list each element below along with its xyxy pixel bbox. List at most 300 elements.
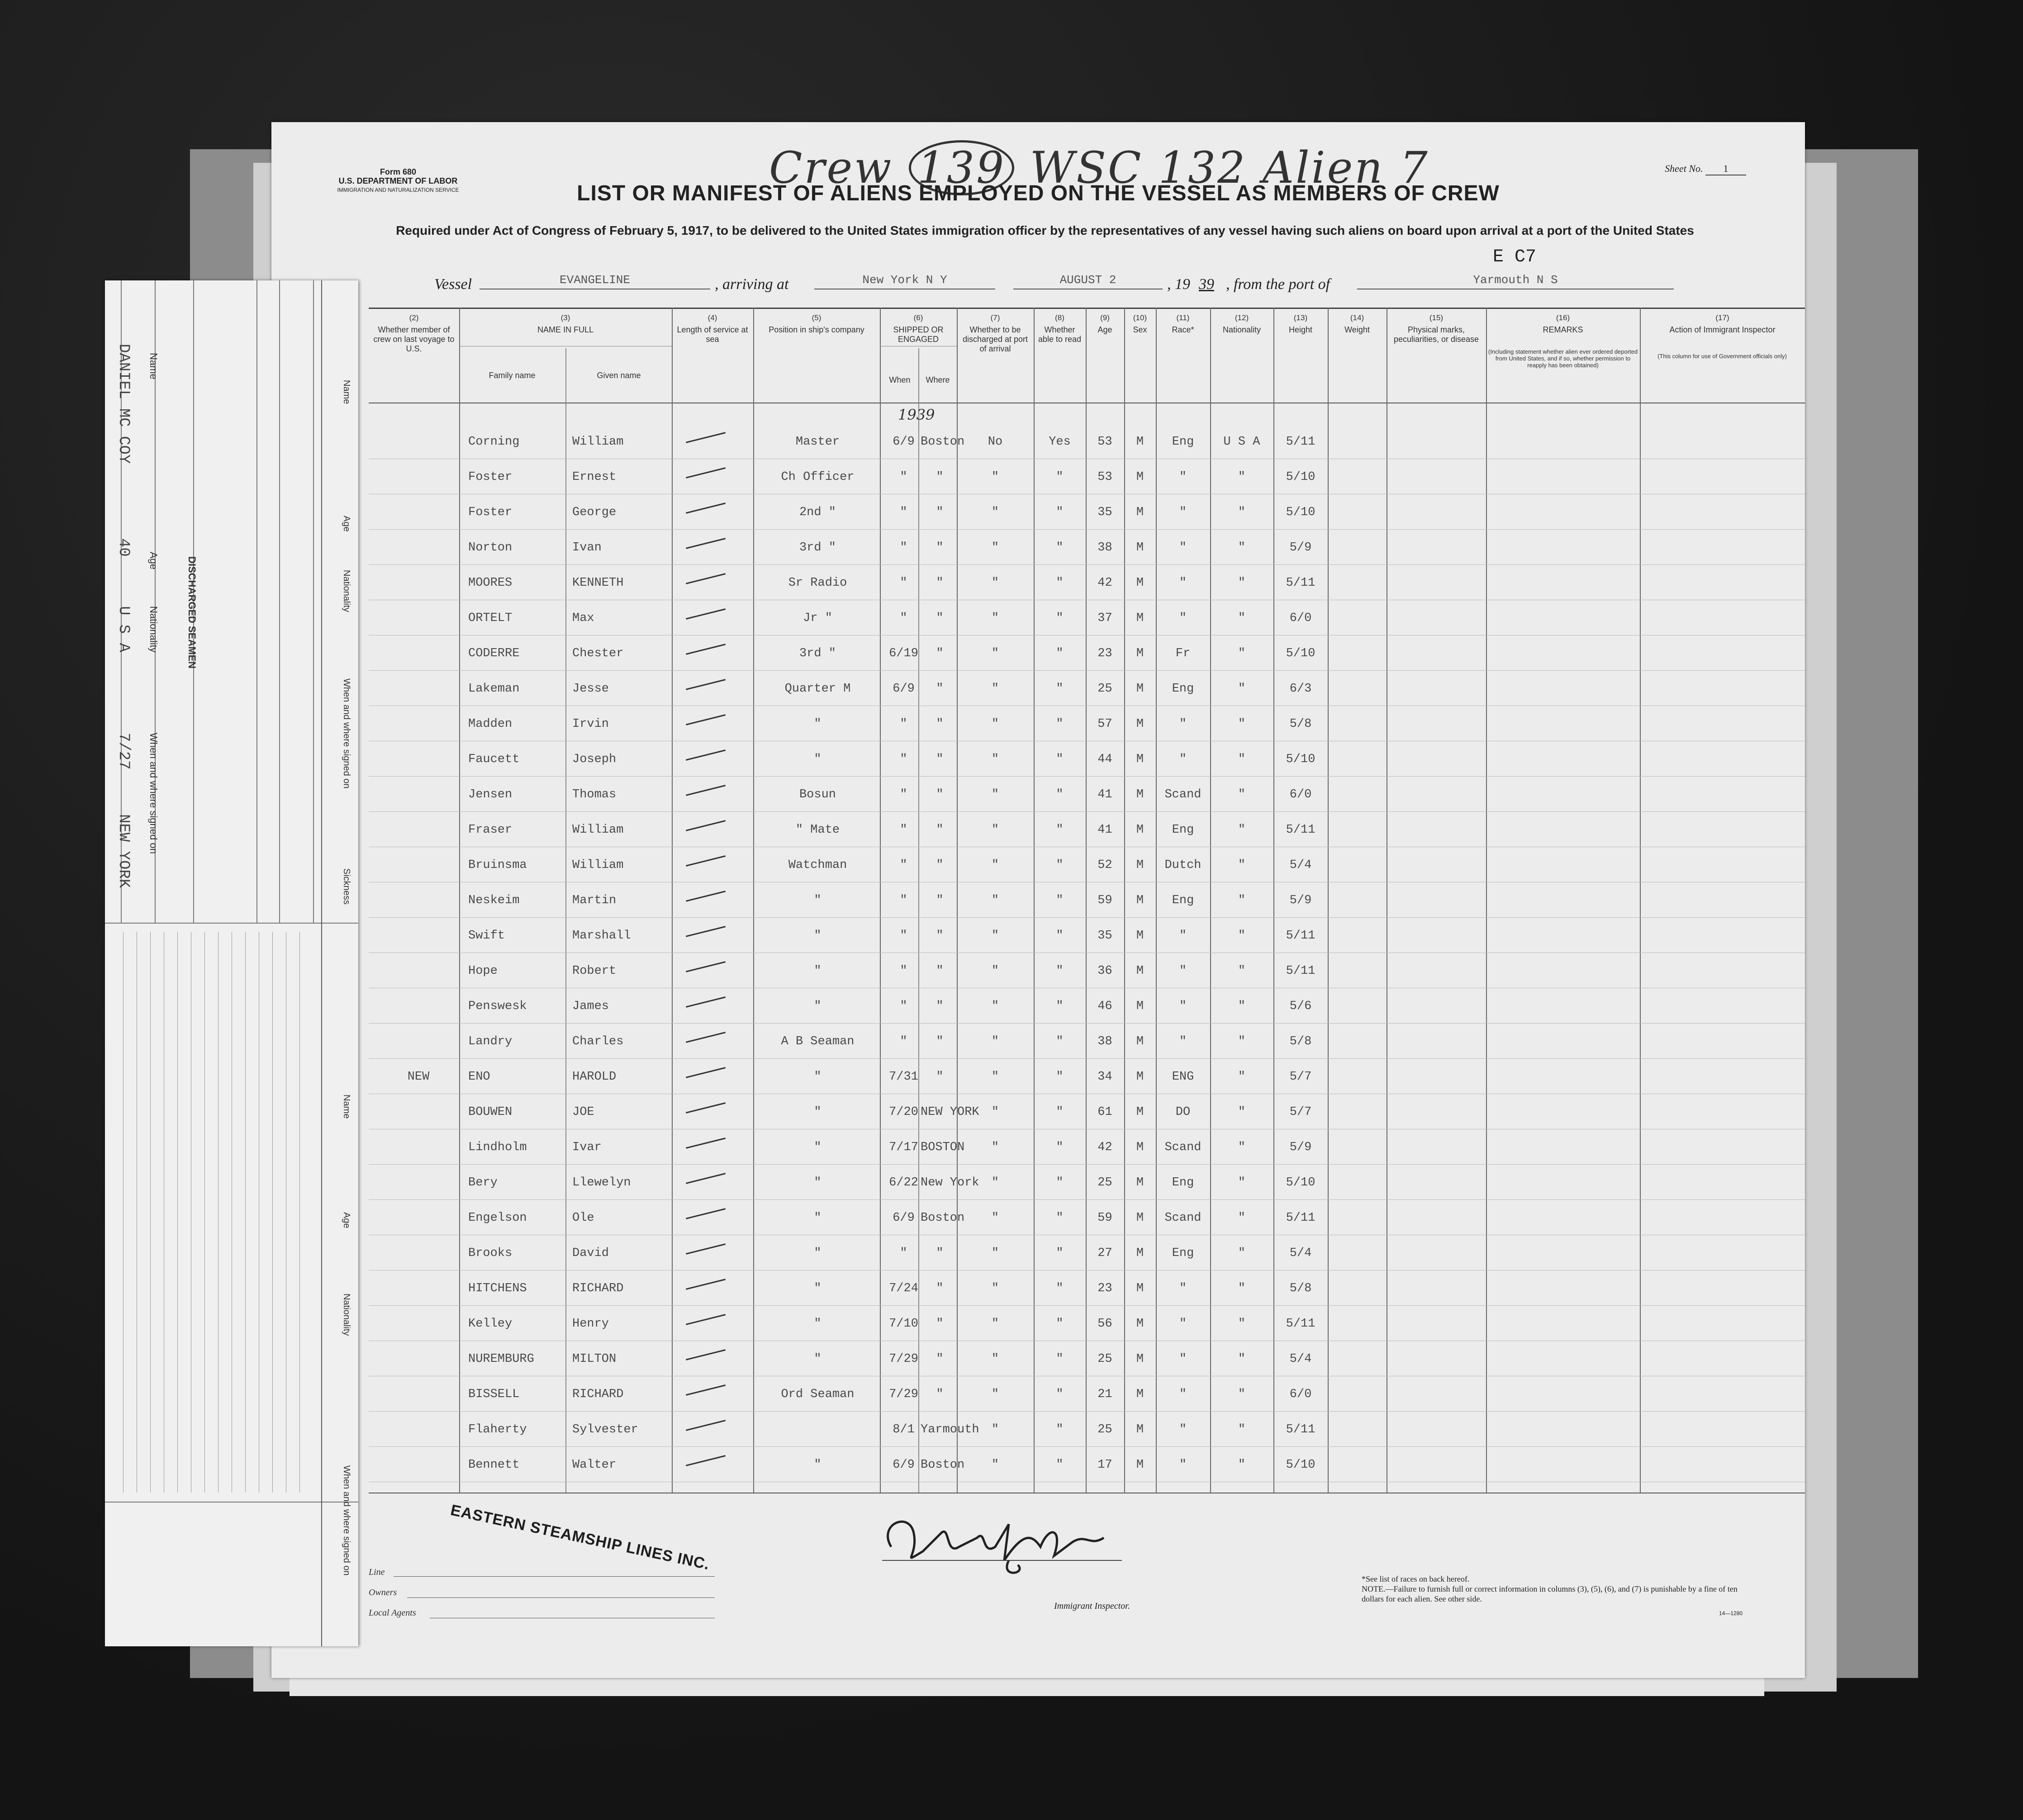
crew-position: Sr Radio (788, 576, 847, 590)
crew-given: William (572, 435, 624, 449)
crew-discharged: " (991, 1352, 999, 1366)
crew-given: KENNETH (572, 576, 624, 590)
crew-position: " (814, 964, 822, 978)
crew-where: New York (921, 1176, 979, 1190)
crew-height: 5/10 (1286, 647, 1315, 660)
crew-race: " (1179, 1352, 1187, 1366)
crew-discharged: " (991, 894, 999, 907)
crew-race: " (1179, 1458, 1187, 1472)
crew-position: " (814, 1352, 822, 1366)
service-check-mark (686, 820, 726, 831)
crew-where: " (936, 1035, 944, 1048)
crew-discharged: " (991, 1458, 999, 1472)
crew-read: " (1056, 823, 1064, 837)
crew-nationality: " (1238, 823, 1246, 837)
row-rule (369, 529, 1805, 530)
crew-when: " (900, 894, 907, 907)
crew-position: Bosun (799, 788, 836, 801)
subhead-given-name: Given name (597, 371, 641, 380)
crew-position: " Mate (795, 823, 840, 837)
crew-height: 5/11 (1286, 1317, 1315, 1331)
crew-race: " (1179, 470, 1187, 484)
crew-nationality: U S A (1223, 435, 1260, 449)
strip-blank-line (204, 932, 205, 1493)
crew-nationality: " (1238, 1211, 1246, 1225)
crew-position: A B Seaman (781, 1035, 855, 1048)
strip-title: DISCHARGED SEAMEN (186, 556, 198, 669)
crew-age: 25 (1097, 1176, 1112, 1190)
crew-position: " (814, 1105, 822, 1119)
crew-discharged: " (991, 470, 999, 484)
row-rule (369, 1199, 1805, 1200)
crew-read: " (1056, 576, 1064, 590)
row-rule (369, 1023, 1805, 1024)
discharged-nationality: U S A (115, 606, 132, 653)
crew-discharged: " (991, 753, 999, 766)
crew-given: Jesse (572, 682, 609, 696)
action-note: (This column for use of Government officials only) (1657, 353, 1787, 360)
crew-when: " (900, 506, 907, 519)
crew-age: 53 (1097, 435, 1112, 449)
crew-race: Scand (1164, 788, 1201, 801)
crew-sex: M (1136, 1388, 1144, 1401)
crew-height: 5/11 (1286, 823, 1315, 837)
crew-position: Jr " (803, 611, 832, 625)
crew-nationality: " (1238, 894, 1246, 907)
crew-age: 38 (1097, 541, 1112, 555)
crew-sex: M (1136, 823, 1144, 837)
crew-nationality: " (1238, 1247, 1246, 1260)
crew-read: " (1056, 470, 1064, 484)
crew-race: Scand (1164, 1141, 1201, 1154)
crew-family: HITCHENS (468, 1282, 527, 1295)
crew-family: ORTELT (468, 611, 513, 625)
crew-race: Eng (1172, 823, 1194, 837)
crew-nationality: " (1238, 1317, 1246, 1331)
crew-age: 25 (1097, 1352, 1112, 1366)
crew-race: " (1179, 576, 1187, 590)
crew-discharged: " (991, 1035, 999, 1048)
crew-height: 5/10 (1286, 506, 1315, 519)
crew-nationality: " (1238, 788, 1246, 801)
crew-family: Kelley (468, 1317, 513, 1331)
crew-where: Boston (921, 435, 965, 449)
crew-position: " (814, 1176, 822, 1190)
crew-height: 5/4 (1289, 858, 1312, 872)
crew-family: Brooks (468, 1247, 513, 1260)
strip-header-name: Name (148, 353, 159, 379)
crew-age: 25 (1097, 682, 1112, 696)
column-header: (13) Height (1288, 313, 1313, 334)
strip-side-label: Name (342, 380, 351, 404)
strip-rule (321, 280, 322, 1646)
crew-given: Robert (572, 964, 617, 978)
crew-nationality: " (1238, 576, 1246, 590)
crew-race: " (1179, 1000, 1187, 1013)
crew-when: " (900, 1035, 907, 1048)
crew-position: Master (795, 435, 840, 449)
column-header: (5) Position in ship's company (769, 313, 864, 334)
crew-when: " (900, 929, 907, 943)
crew-age: 25 (1097, 1423, 1112, 1436)
company-stamp: EASTERN STEAMSHIP LINES INC. (449, 1501, 712, 1574)
crew-family: Faucett (468, 753, 520, 766)
crew-sex: M (1136, 1423, 1144, 1436)
crew-position: " (814, 1211, 822, 1225)
service-check-mark (686, 608, 726, 620)
crew-when: 6/9 (893, 1458, 915, 1472)
crew-read: " (1056, 1211, 1064, 1225)
crew-when: " (900, 541, 907, 555)
crew-height: 5/9 (1289, 541, 1312, 555)
crew-read: " (1056, 753, 1064, 766)
crew-where: " (936, 823, 944, 837)
crew-race: " (1179, 1423, 1187, 1436)
crew-prev: NEW (407, 1070, 430, 1084)
crew-family: Engelson (468, 1211, 527, 1225)
crew-given: Marshall (572, 929, 631, 943)
crew-position: " (814, 894, 822, 907)
strip-rule (256, 280, 257, 923)
crew-age: 27 (1097, 1247, 1112, 1260)
service-check-mark (686, 996, 726, 1008)
strip-side-label: Sickness (342, 868, 351, 905)
crew-height: 5/6 (1289, 1000, 1312, 1013)
crew-read: " (1056, 1423, 1064, 1436)
crew-given: MILTON (572, 1352, 617, 1366)
crew-family: BISSELL (468, 1388, 520, 1401)
crew-given: Chester (572, 647, 624, 660)
crew-position: Watchman (788, 858, 847, 872)
service-check-mark (686, 1314, 726, 1325)
strip-blank-line (299, 932, 300, 1493)
crew-discharged: " (991, 1388, 999, 1401)
row-rule (369, 564, 1805, 565)
strip-side-label: Nationality (342, 1294, 351, 1336)
manifest-subtitle: Required under Act of Congress of February 5, 1917, to be delivered to the United States immigration officer by the representatives of any vessel having such aliens on board upon arrival at a port of the United States (396, 223, 1694, 237)
crew-family: Fraser (468, 823, 513, 837)
row-rule (369, 1058, 1805, 1059)
strip-blank-line (177, 932, 178, 1493)
column-header: (8) Whether able to read (1038, 313, 1082, 344)
crew-given: Llewelyn (572, 1176, 631, 1190)
crew-age: 38 (1097, 1035, 1112, 1048)
row-rule (369, 1446, 1805, 1447)
crew-discharged: " (991, 506, 999, 519)
crew-sex: M (1136, 435, 1144, 449)
crew-sex: M (1136, 1352, 1144, 1366)
crew-given: RICHARD (572, 1388, 624, 1401)
crew-where: " (936, 470, 944, 484)
crew-where: " (936, 1000, 944, 1013)
crew-family: Lindholm (468, 1141, 527, 1154)
crew-sex: M (1136, 611, 1144, 625)
crew-table (369, 308, 1805, 1524)
crew-given: James (572, 1000, 609, 1013)
crew-nationality: " (1238, 682, 1246, 696)
crew-given: Ivan (572, 541, 602, 555)
strip-side-label: Age (342, 1212, 351, 1228)
crew-discharged: " (991, 1070, 999, 1084)
crew-given: Walter (572, 1458, 617, 1472)
crew-where: " (936, 1317, 944, 1331)
crew-nationality: " (1238, 1070, 1246, 1084)
crew-read: " (1056, 647, 1064, 660)
crew-age: 42 (1097, 576, 1112, 590)
subhead-family-name: Family name (489, 371, 536, 380)
crew-height: 5/11 (1286, 1423, 1315, 1436)
column-rule (753, 308, 754, 1493)
crew-where: " (936, 682, 944, 696)
crew-sex: M (1136, 1000, 1144, 1013)
crew-where: " (936, 1282, 944, 1295)
row-rule (369, 1164, 1805, 1165)
column-header: (9) Age (1097, 313, 1112, 334)
column-header: (15) Physical marks, peculiarities, or disease (1393, 313, 1479, 344)
crew-race: " (1179, 717, 1187, 731)
column-header: (12) Nationality (1222, 313, 1261, 334)
crew-discharged: " (991, 788, 999, 801)
crew-given: Ole (572, 1211, 594, 1225)
crew-height: 5/10 (1286, 470, 1315, 484)
service-check-mark (686, 1349, 726, 1360)
subhead-when: When (889, 375, 911, 384)
crew-height: 5/8 (1289, 717, 1312, 731)
crew-position: " (814, 1141, 822, 1154)
strip-blank-line (272, 932, 273, 1493)
crew-age: 61 (1097, 1105, 1112, 1119)
crew-when: 7/10 (889, 1317, 918, 1331)
column-header: (7) Whether to be discharged at port of arrival (962, 313, 1028, 353)
crew-age: 59 (1097, 894, 1112, 907)
crew-position: Ord Seaman (781, 1388, 855, 1401)
crew-where: " (936, 1352, 944, 1366)
crew-read: " (1056, 682, 1064, 696)
crew-height: 5/10 (1286, 1458, 1315, 1472)
crew-height: 5/11 (1286, 964, 1315, 978)
service-check-mark (686, 538, 726, 549)
crew-given: Charles (572, 1035, 624, 1048)
column-header: (10) Sex (1133, 313, 1147, 334)
crew-height: 6/0 (1289, 1388, 1312, 1401)
crew-height: 5/9 (1289, 1141, 1312, 1154)
crew-where: " (936, 541, 944, 555)
crew-position: 3rd " (799, 541, 836, 555)
crew-given: Max (572, 611, 594, 625)
crew-where: Yarmouth (921, 1423, 979, 1436)
crew-height: 5/4 (1289, 1247, 1312, 1260)
crew-race: ENG (1172, 1070, 1194, 1084)
row-rule (369, 1305, 1805, 1306)
crew-race: " (1179, 964, 1187, 978)
crew-given: Irvin (572, 717, 609, 731)
crew-height: 5/11 (1286, 929, 1315, 943)
crew-sex: M (1136, 717, 1144, 731)
crew-read: " (1056, 506, 1064, 519)
crew-family: Foster (468, 470, 513, 484)
strip-side-label: When and where signed on (342, 678, 351, 789)
crew-where: " (936, 1070, 944, 1084)
crew-nationality: " (1238, 506, 1246, 519)
crew-when: " (900, 753, 907, 766)
crew-family: Bery (468, 1176, 498, 1190)
crew-given: David (572, 1247, 609, 1260)
crew-discharged: No (988, 435, 1003, 449)
crew-nationality: " (1238, 1423, 1246, 1436)
discharged-signed-when: 7/27 (115, 733, 132, 770)
crew-read: " (1056, 894, 1064, 907)
crew-race: Eng (1172, 1247, 1194, 1260)
crew-discharged: " (991, 964, 999, 978)
column-rule (459, 308, 460, 1493)
crew-race: " (1179, 753, 1187, 766)
discharged-age: 40 (115, 538, 132, 557)
crew-age: 36 (1097, 964, 1112, 978)
crew-age: 23 (1097, 647, 1112, 660)
service-check-mark (686, 679, 726, 690)
crew-sex: M (1136, 682, 1144, 696)
crew-nationality: " (1238, 541, 1246, 555)
crew-when: " (900, 576, 907, 590)
crew-where: " (936, 788, 944, 801)
crew-family: Lakeman (468, 682, 520, 696)
crew-given: HAROLD (572, 1070, 617, 1084)
strip-divider (105, 923, 358, 924)
crew-discharged: " (991, 823, 999, 837)
crew-discharged: " (991, 858, 999, 872)
service-check-mark (686, 749, 726, 761)
strip-rule (279, 280, 280, 923)
crew-read: " (1056, 1176, 1064, 1190)
crew-discharged: " (991, 1105, 999, 1119)
crew-race: " (1179, 611, 1187, 625)
crew-read: " (1056, 1352, 1064, 1366)
service-check-mark (686, 467, 726, 479)
strip-side-label: Name (342, 1095, 351, 1119)
strip-side-label: Age (342, 516, 351, 532)
crew-family: ENO (468, 1070, 490, 1084)
crew-where: " (936, 506, 944, 519)
crew-height: 5/11 (1286, 435, 1315, 449)
discharged-name: DANIEL MC COY (115, 344, 132, 464)
crew-position: " (814, 929, 822, 943)
crew-where: Boston (921, 1458, 965, 1472)
column-header: (2) Whether member of crew on last voyage to U.S. (373, 313, 455, 353)
inspector-signature (873, 1506, 1126, 1578)
crew-when: 7/17 (889, 1141, 918, 1154)
crew-position: " (814, 1000, 822, 1013)
strip-header-nationality: Nationality (148, 606, 159, 653)
crew-nationality: " (1238, 858, 1246, 872)
crew-height: 5/7 (1289, 1105, 1312, 1119)
crew-when: 7/24 (889, 1282, 918, 1295)
crew-family: Jensen (468, 788, 513, 801)
crew-when: 7/29 (889, 1388, 918, 1401)
crew-family: MOORES (468, 576, 513, 590)
crew-race: " (1179, 541, 1187, 555)
crew-given: Ernest (572, 470, 617, 484)
crew-discharged: " (991, 682, 999, 696)
crew-sex: M (1136, 1141, 1144, 1154)
crew-given: Thomas (572, 788, 617, 801)
crew-race: " (1179, 929, 1187, 943)
crew-nationality: " (1238, 1388, 1246, 1401)
crew-sex: M (1136, 894, 1144, 907)
crew-height: 5/8 (1289, 1035, 1312, 1048)
crew-sex: M (1136, 1317, 1144, 1331)
crew-when: " (900, 611, 907, 625)
crew-read: " (1056, 1317, 1064, 1331)
crew-when: 6/9 (893, 1211, 915, 1225)
crew-race: Eng (1172, 894, 1194, 907)
crew-sex: M (1136, 506, 1144, 519)
service-check-mark (686, 1102, 726, 1114)
crew-family: Landry (468, 1035, 513, 1048)
crew-nationality: " (1238, 1282, 1246, 1295)
sheet-number: Sheet No. 1 (1665, 163, 1746, 175)
crew-family: NUREMBURG (468, 1352, 534, 1366)
crew-family: Bruinsma (468, 858, 527, 872)
crew-family: Corning (468, 435, 520, 449)
crew-read: " (1056, 1458, 1064, 1472)
remarks-note: (Including statement whether alien ever ordered deported from United States, and if so, whether permission to reapply has been obtained) (1488, 348, 1638, 369)
crew-family: Swift (468, 929, 505, 943)
table-top-rule (369, 308, 1805, 309)
crew-given: Joseph (572, 753, 617, 766)
crew-race: Eng (1172, 682, 1194, 696)
crew-race: Scand (1164, 1211, 1201, 1225)
column-header: (4) Length of service at sea (677, 313, 748, 344)
crew-nationality: " (1238, 1176, 1246, 1190)
crew-read: " (1056, 1247, 1064, 1260)
crew-position: " (814, 717, 822, 731)
crew-where: " (936, 647, 944, 660)
crew-when: " (900, 858, 907, 872)
service-check-mark (686, 432, 726, 443)
name-split-rule (565, 348, 566, 1493)
crew-when: 7/31 (889, 1070, 918, 1084)
crew-when: 8/1 (893, 1423, 915, 1436)
crew-where: " (936, 858, 944, 872)
crew-when: 7/29 (889, 1352, 918, 1366)
crew-read: " (1056, 788, 1064, 801)
crew-family: Neskeim (468, 894, 520, 907)
service-check-mark (686, 1384, 726, 1396)
crew-given: Ivar (572, 1141, 602, 1154)
crew-when: 6/22 (889, 1176, 918, 1190)
crew-nationality: " (1238, 753, 1246, 766)
crew-sex: M (1136, 858, 1144, 872)
crew-age: 52 (1097, 858, 1112, 872)
strip-header-signed-on: When and where signed on (148, 733, 159, 854)
service-check-mark (686, 644, 726, 655)
crew-height: 5/11 (1286, 1211, 1315, 1225)
crew-discharged: " (991, 1141, 999, 1154)
crew-family: Madden (468, 717, 513, 731)
crew-read: " (1056, 929, 1064, 943)
crew-sex: M (1136, 964, 1144, 978)
crew-position: 2nd " (799, 506, 836, 519)
arrival-year: 39 (1199, 276, 1214, 293)
crew-nationality: " (1238, 964, 1246, 978)
row-rule (369, 776, 1805, 777)
crew-read: " (1056, 541, 1064, 555)
crew-height: 5/4 (1289, 1352, 1312, 1366)
strip-blank-line (245, 932, 246, 1493)
crew-height: 5/9 (1289, 894, 1312, 907)
crew-where: " (936, 964, 944, 978)
crew-height: 5/10 (1286, 753, 1315, 766)
